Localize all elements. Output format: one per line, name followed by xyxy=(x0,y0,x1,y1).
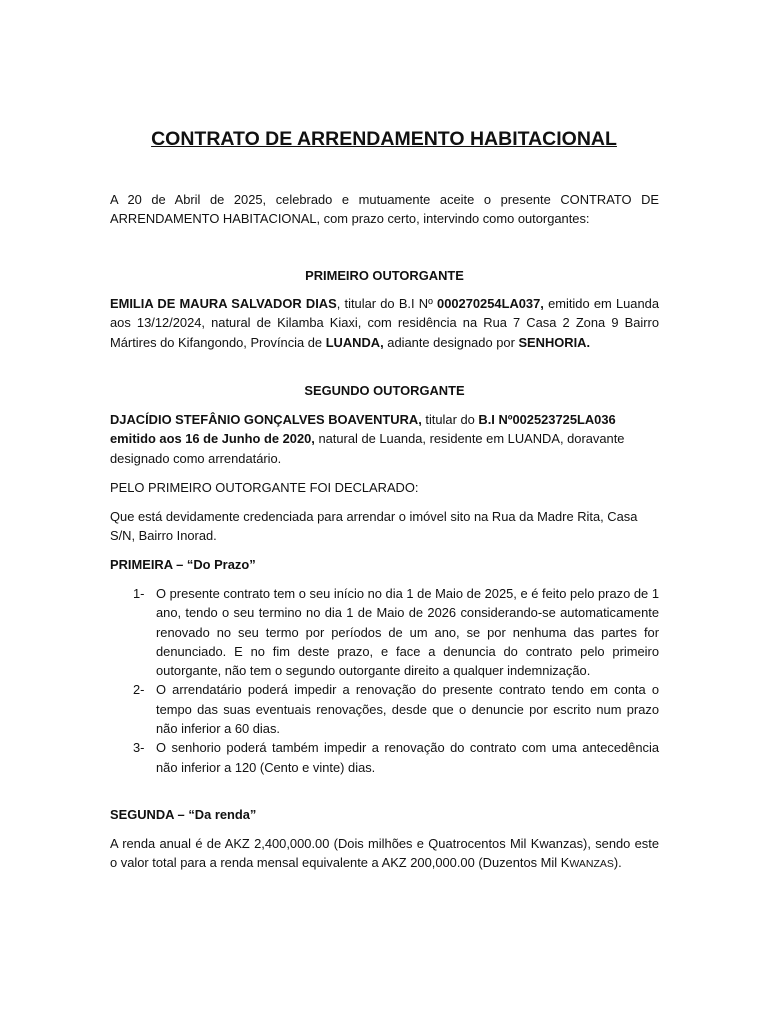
clause-primeira-list xyxy=(110,584,659,777)
segundo-text-2: natural de Luanda, residente em LUANDA, doravante designado como arrendatário. xyxy=(110,431,625,466)
primeiro-province: LUANDA, xyxy=(325,334,384,350)
segundo-name: DJACÍDIO STEFÂNIO GONÇALVES BOAVENTURA, xyxy=(110,412,422,427)
primeiro-bi: 000270254LA037, xyxy=(437,296,544,311)
primeiro-outorgante-paragraph xyxy=(110,294,659,352)
list-item-number: 2- xyxy=(133,682,145,698)
list-item xyxy=(110,738,659,777)
list-item xyxy=(110,680,659,738)
segunda-text-end: ). xyxy=(613,855,622,871)
segundo-outorgante-heading: SEGUNDO OUTORGANTE xyxy=(304,383,465,398)
list-item-text: O arrendatário poderá impedir a renovação do presente contrato tendo em conta o tempo das suas eventuais renovações, desde que o denuncie por escrito num prazo não inferior a 60 dias. xyxy=(156,682,659,737)
property-paragraph: Que está devidamente credenciada para arrendar o imóvel sito na Rua da Madre Rita, Casa S/N, Bairro Inorad. xyxy=(110,509,638,544)
segunda-text: A renda anual é de AKZ 2,400,000.00 (Dois milhões e Quatrocentos Mil Kwanzas), sendo este o valor total para a renda mensal equivalente a AKZ 200,000.00 (Duzentos Mil xyxy=(110,836,659,871)
list-item-text: O senhorio poderá também impedir a renovação do contrato com uma antecedência não inferior a 120 (Cento e vinte) dias. xyxy=(156,740,659,775)
document-title: CONTRATO DE ARRENDAMENTO HABITACIONAL xyxy=(151,128,617,150)
intro-paragraph: A 20 de Abril de 2025, celebrado e mutuamente aceite o presente CONTRATO DE ARRENDAMENTO HABITACIONAL, com prazo certo, intervindo como outorgantes: xyxy=(110,192,659,227)
primeiro-text-3: adiante designado por xyxy=(383,334,519,350)
primeiro-role: SENHORIA. xyxy=(518,334,591,350)
clause-segunda-heading: SEGUNDA – “Da renda” xyxy=(110,807,257,822)
list-item-number: 3- xyxy=(133,740,145,756)
primeiro-text-1: , titular do B.I Nº xyxy=(336,296,438,311)
list-item xyxy=(110,584,659,680)
primeiro-text-2: emitido em Luanda aos 13/12/2024, natural de Kilamba Kiaxi, com residência na Rua 7 Casa 2 Zona 9 Bairro Mártires do Kifangondo, Província de xyxy=(110,296,659,350)
list-item-text: O presente contrato tem o seu início no dia 1 de Maio de 2025, e é feito pelo prazo de 1 ano, tendo o seu termino no dia 1 de Maio de 2026 considerando-se automaticamente renovado no seu termo por períodos de um ano, se por nenhuma das partes for denunciado. E no fim deste prazo, e face a denuncia do contrato pelo primeiro outorgante, não tem o segundo outorgante direito a qualquer indemnização. xyxy=(156,586,659,679)
segunda-currency-rest: WANZAS xyxy=(569,858,614,871)
primeiro-outorgante-heading: PRIMEIRO OUTORGANTE xyxy=(305,268,464,283)
segundo-text-1: titular do xyxy=(421,412,479,427)
declared-line: PELO PRIMEIRO OUTORGANTE FOI DECLARADO: xyxy=(110,480,419,495)
segundo-outorgante-paragraph xyxy=(110,410,645,468)
list-item-number: 1- xyxy=(133,586,145,601)
clause-segunda-paragraph xyxy=(110,834,659,875)
clause-primeira-heading: PRIMEIRA – “Do Prazo” xyxy=(110,557,256,572)
segunda-currency-initial: K xyxy=(560,855,570,871)
segundo-bi: B.I Nº002523725LA036 emitido aos 16 de Junho de 2020, xyxy=(110,412,616,447)
primeiro-name: EMILIA DE MAURA SALVADOR DIAS xyxy=(110,296,337,311)
